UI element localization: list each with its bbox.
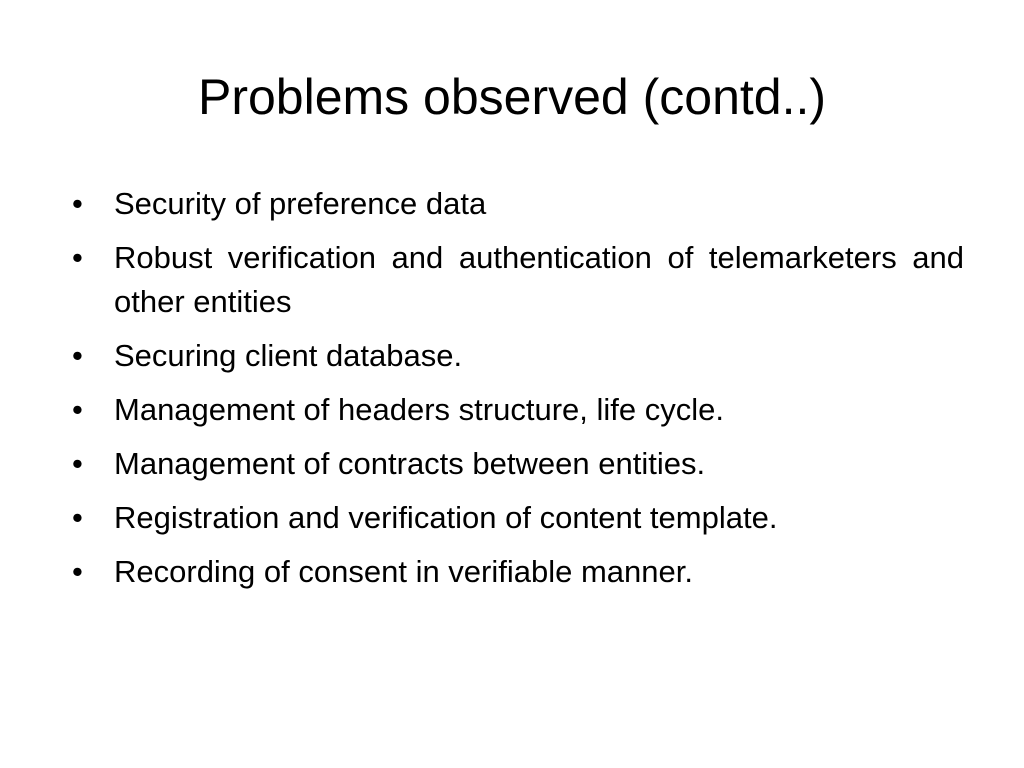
- bullet-list: [72, 182, 964, 604]
- bullet-item: [72, 496, 964, 540]
- bullet-dot-icon: •: [72, 186, 83, 221]
- bullet-dot-icon: •: [72, 338, 83, 373]
- bullet-item: [72, 182, 964, 226]
- bullet-text: Recording of consent in verifiable manner.: [114, 554, 693, 589]
- bullet-text: Robust verification and authentication of telemarketers and other entities: [114, 240, 964, 319]
- bullet-text: Securing client database.: [114, 338, 463, 373]
- bullet-item: [72, 334, 964, 378]
- bullet-text: Management of headers structure, life cycle.: [114, 392, 724, 427]
- bullet-item: [72, 236, 964, 324]
- bullet-dot-icon: •: [72, 554, 83, 589]
- bullet-dot-icon: •: [72, 446, 83, 481]
- bullet-dot-icon: •: [72, 500, 83, 535]
- bullet-item: [72, 388, 964, 432]
- bullet-item: [72, 550, 964, 594]
- bullet-item: [72, 442, 964, 486]
- bullet-dot-icon: •: [72, 240, 83, 275]
- bullet-dot-icon: •: [72, 392, 83, 427]
- bullet-text: Security of preference data: [114, 186, 487, 221]
- slide-title: Problems observed (contd..): [197, 69, 827, 125]
- bullet-text: Management of contracts between entities.: [114, 446, 706, 481]
- bullet-text: Registration and verification of content template.: [114, 500, 778, 535]
